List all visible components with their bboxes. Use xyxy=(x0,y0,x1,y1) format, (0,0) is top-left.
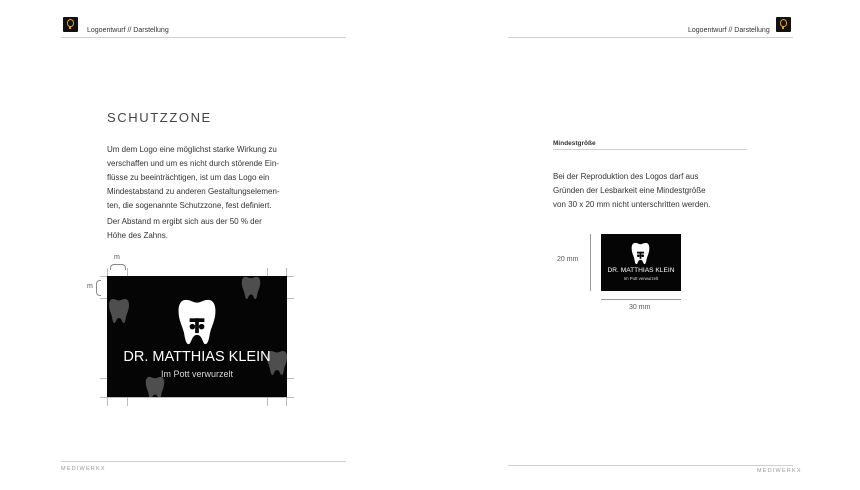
guide-line xyxy=(100,397,294,398)
footer-brand-left: MEDIWERKX xyxy=(61,466,106,472)
tooth-icon xyxy=(631,242,650,265)
paragraph-line: flüsse zu beeinträchtigen, ist um das Logo ein xyxy=(107,173,270,182)
width-dimension-line xyxy=(601,299,681,300)
m-brace-top xyxy=(110,264,126,270)
header-title-left: Logoentwurf // Darstellung xyxy=(87,27,169,34)
tooth-icon xyxy=(177,298,217,346)
schutzzone-paragraph-1 xyxy=(107,143,327,213)
ghost-tooth-icon xyxy=(145,376,165,397)
paragraph-line: Um dem Logo eine möglichst starke Wirkung zu xyxy=(107,145,277,154)
paragraph-line: Bei der Reproduktion des Logos darf aus xyxy=(553,172,699,181)
brand-badge-icon xyxy=(63,17,78,32)
footer-rule-left xyxy=(61,461,346,462)
header-title-right: Logoentwurf // Darstellung xyxy=(688,27,770,34)
footer-rule-right xyxy=(508,465,793,466)
paragraph-line: ten, die sogenannte Schutzzone, fest definiert. xyxy=(107,201,272,210)
m-label-top: m xyxy=(114,254,120,261)
brand-tagline: Im Pott verwurzelt xyxy=(623,276,659,281)
m-brace-left xyxy=(96,280,101,296)
brand-tagline: Im Pott verwurzelt xyxy=(160,369,234,379)
mindestgroesse-paragraph xyxy=(553,170,773,212)
logo-protection-zone-demo xyxy=(107,276,287,397)
logo-minimum-size xyxy=(601,234,681,291)
paragraph-line: Mindestabstand zu anderen Gestaltungselemen- xyxy=(107,187,280,196)
header-rule-right xyxy=(508,37,793,38)
subheading-rule xyxy=(553,149,747,150)
paragraph-line: Höhe des Zahns. xyxy=(107,231,168,240)
paragraph-line: Der Abstand m ergibt sich aus der 50 % der xyxy=(107,217,262,226)
subheading-mindestgroesse: Mindestgröße xyxy=(553,140,596,147)
height-dimension-label: 20 mm xyxy=(557,256,579,263)
height-dimension-line xyxy=(590,234,591,291)
section-title: SCHUTZZONE xyxy=(107,110,212,125)
brand-badge-icon xyxy=(776,17,791,32)
paragraph-line: verschaffen und um es nicht durch störende Ein- xyxy=(107,159,279,168)
brand-name: DR. MATTHIAS KLEIN xyxy=(123,349,271,365)
ghost-tooth-icon xyxy=(109,298,129,324)
paragraph-line: Gründen der Lesbarkeit eine Mindestgröße xyxy=(553,186,706,195)
ghost-tooth-icon xyxy=(241,276,261,300)
footer-brand-right: MEDIWERKX xyxy=(757,468,802,474)
width-dimension-label: 30 mm xyxy=(629,304,651,311)
schutzzone-paragraph-2 xyxy=(107,215,327,243)
brand-name: DR. MATTHIAS KLEIN xyxy=(607,267,675,274)
header-rule-left xyxy=(61,37,346,38)
paragraph-line: von 30 x 20 mm nicht unterschritten werden. xyxy=(553,200,711,209)
m-label-left: m xyxy=(87,283,93,290)
